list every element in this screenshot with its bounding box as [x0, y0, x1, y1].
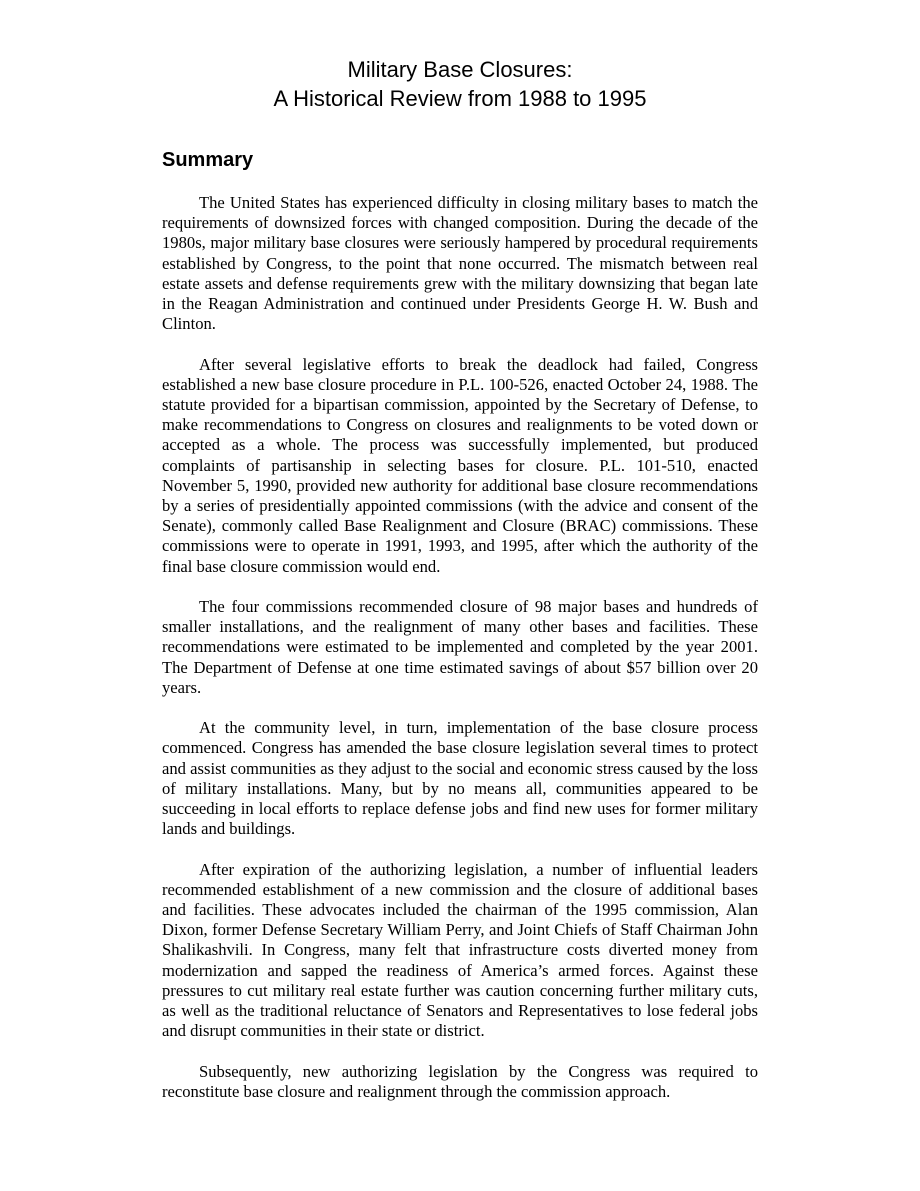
- document-title-line-1: Military Base Closures:: [347, 57, 573, 82]
- summary-paragraph-2: After several legislative efforts to break the deadlock had failed, Congress established a new base closure procedure in P.L. 100-526, enacted October 24, 1988. The statute provided for a bipartisan commission, appointed by the Secretary of Defense, to make recommendations to Congress on closures and realignments to be voted down or accepted as a whole. The process was successfully implemented, but produced complaints of partisanship in selecting bases for closure. P.L. 101-510, enacted November 5, 1990, provided new authority for additional base closure recommendations by a series of presidentially appointed commissions (with the advice and consent of the Senate), commonly called Base Realignment and Closure (BRAC) commissions. These commissions were to operate in 1991, 1993, and 1995, after which the authority of the final base closure commission would end.: [162, 354, 758, 576]
- document-title-line-2: A Historical Review from 1988 to 1995: [273, 86, 647, 111]
- summary-paragraph-3: The four commissions recommended closure of 98 major bases and hundreds of smaller installations, and the realignment of many other bases and facilities. These recommendations were estimated to be implemented and completed by the year 2001. The Department of Defense at one time estimated savings of about $57 billion over 20 years.: [162, 597, 758, 697]
- summary-heading: Summary: [162, 149, 254, 171]
- summary-paragraph-1: The United States has experienced difficulty in closing military bases to match the requirements of downsized forces with changed composition. During the decade of the 1980s, major military base closures were seriously hampered by procedural requirements established by Congress, to the point that none occurred. The mismatch between real estate assets and defense requirements grew with the military downsizing that began late in the Reagan Administration and continued under Presidents George H. W. Bush and Clinton.: [162, 193, 758, 334]
- summary-paragraph-4: At the community level, in turn, implementation of the base closure process commenced. Congress has amended the base closure legislation several times to protect and assist communities as they adjust to the social and economic stress caused by the loss of military installations. Many, but by no means all, communities appeared to be succeeding in local efforts to replace defense jobs and find new uses for former military lands and buildings.: [162, 718, 758, 839]
- summary-paragraph-5: After expiration of the authorizing legislation, a number of influential leaders recommended establishment of a new commission and the closure of additional bases and facilities. These advocates included the chairman of the 1995 commission, Alan Dixon, former Defense Secretary William Perry, and Joint Chiefs of Staff Chairman John Shalikashvili. In Congress, many felt that infrastructure costs diverted money from modernization and sapped the readiness of America’s armed forces. Against these pressures to cut military real estate further was caution concerning further military cuts, as well as the traditional reluctance of Senators and Representatives to lose federal jobs and disrupt communities in their state or district.: [162, 859, 758, 1041]
- summary-body: [162, 193, 758, 1122]
- summary-paragraph-6: Subsequently, new authorizing legislation by the Congress was required to reconstitute base closure and realignment through the commission approach.: [162, 1061, 758, 1101]
- document-title: [160, 55, 760, 113]
